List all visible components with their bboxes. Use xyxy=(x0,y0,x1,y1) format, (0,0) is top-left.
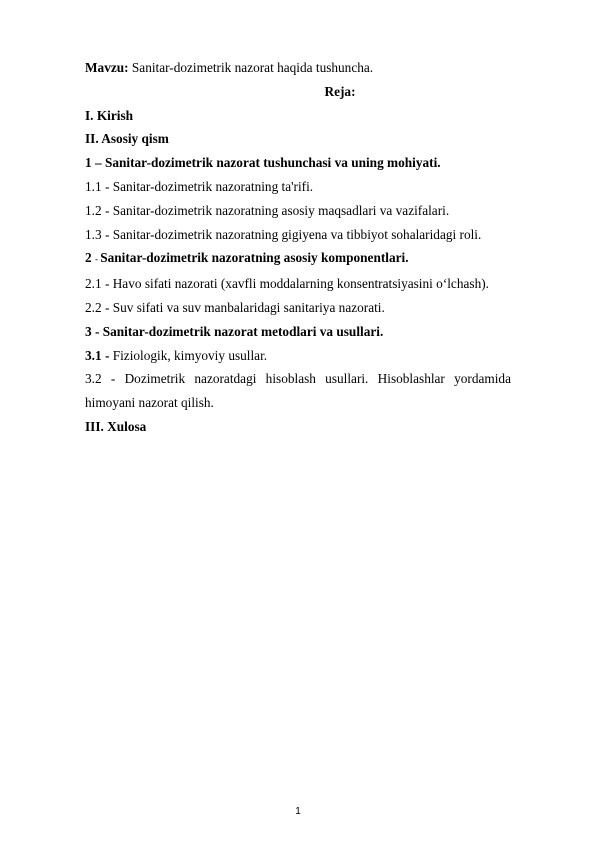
section-2-number: 2 xyxy=(85,250,95,266)
page-number: 1 xyxy=(295,806,301,817)
section-2-1: 2.1 - Havo sifati nazorati (xavfli moddalarning konsentratsiyasini o‘lchash). xyxy=(85,276,489,292)
section-2-heading-text: Sanitar-dozimetrik nazoratning asosiy komponentlari. xyxy=(100,250,409,266)
topic-label: Mavzu: xyxy=(85,60,129,75)
section-2-2: 2.2 - Suv sifati va suv manbalaridagi sanitariya nazorati. xyxy=(85,299,385,315)
section-2-dash: - xyxy=(94,254,101,265)
section-1-1: 1.1 - Sanitar-dozimetrik nazoratning ta'rifi. xyxy=(85,178,314,194)
section-3-2: 3.2 - Dozimetrik nazoratdagi hisoblash usullari. Hisoblashlar yordamida himoyani nazorat qilish. xyxy=(85,371,511,411)
section-2-heading xyxy=(85,246,511,272)
section-3-heading: 3 - Sanitar-dozimetrik nazorat metodlari va usullari. xyxy=(85,323,384,339)
section-1-3: 1.3 - Sanitar-dozimetrik nazoratning gigiyena va tibbiyot sohalaridagi roli. xyxy=(85,226,482,242)
section-intro: I. Kirish xyxy=(85,107,134,123)
section-3-1-number: 3.1 - xyxy=(85,347,113,363)
document-body xyxy=(85,56,511,439)
plan-title: Reja: xyxy=(324,83,356,99)
section-conclusion: III. Xulosa xyxy=(85,418,147,434)
topic-text: Sanitar-dozimetrik nazorat haqida tushuncha. xyxy=(128,60,374,75)
topic-line xyxy=(85,56,511,80)
section-1-heading: 1 – Sanitar-dozimetrik nazorat tushunchasi va uning mohiyati. xyxy=(85,155,441,171)
section-3-1-text: Fiziologik, kimyoviy usullar. xyxy=(112,347,268,363)
section-3-1 xyxy=(85,344,511,368)
section-main: II. Asosiy qism xyxy=(85,131,169,147)
section-1-2: 1.2 - Sanitar-dozimetrik nazoratning asosiy maqsadlari va vazifalari. xyxy=(85,202,450,218)
